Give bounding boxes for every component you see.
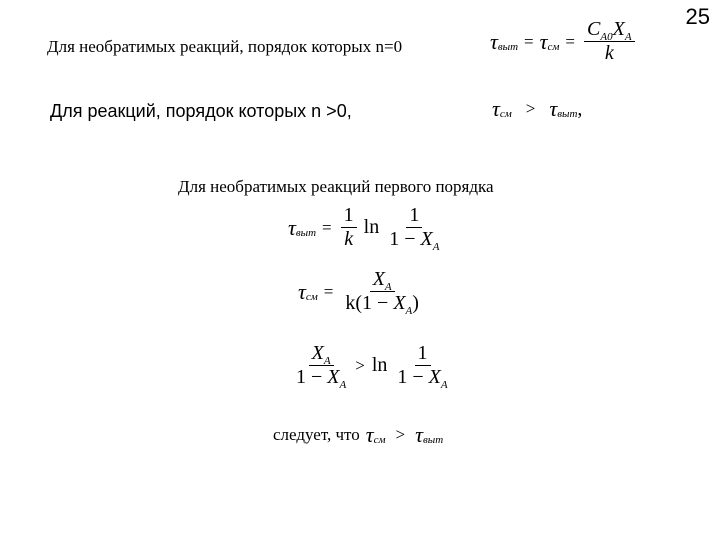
- conversion-x: X: [612, 18, 625, 40]
- subscript-sm: см: [305, 290, 318, 303]
- numerator-one: 1: [415, 342, 431, 366]
- conversion-x: X: [393, 292, 406, 314]
- numerator-one: 1: [406, 204, 422, 228]
- section-title: Для необратимых реакций первого порядка: [178, 177, 494, 196]
- subscript-sm: см: [547, 40, 560, 53]
- greater-sign: >: [395, 425, 406, 444]
- subscript-a: A: [405, 305, 413, 317]
- denominator-prefix: 1 −: [296, 366, 323, 388]
- subscript-vyt: выт: [422, 434, 444, 446]
- subscript-vyt: выт: [295, 226, 317, 239]
- conversion-x: X: [420, 228, 433, 250]
- subscript-sm: см: [499, 108, 512, 120]
- subscript-a: A: [440, 379, 448, 391]
- rate-constant-k: k: [604, 42, 614, 64]
- formula-positive-order: [492, 96, 582, 122]
- conversion-x: X: [327, 366, 340, 388]
- conc-c: C: [587, 18, 601, 40]
- statement-positive-order: Для реакций, порядок которых n >0,: [50, 101, 352, 121]
- greater-sign: >: [525, 99, 536, 118]
- subscript-a: A: [624, 31, 632, 43]
- subscript-a: A: [432, 241, 440, 253]
- slide-number: 25: [685, 4, 710, 29]
- rate-constant-k: k: [344, 228, 354, 250]
- fraction-xa-over-k-one-minus-xa: [342, 268, 422, 315]
- conclusion-text: следует, что: [273, 425, 360, 444]
- fraction-ca0xa-over-k: [584, 18, 635, 65]
- formula-inequality: [290, 342, 454, 389]
- subscript-vyt: выт: [497, 40, 519, 53]
- subscript-a: A: [384, 281, 392, 293]
- tau-symbol: τ: [288, 214, 296, 240]
- ln-operator: ln: [371, 354, 388, 376]
- equals-sign: =: [565, 31, 576, 51]
- formula-zero-order: [490, 18, 638, 65]
- subscript-a: A: [323, 355, 331, 367]
- fraction-one-over-one-minus-xa: [394, 342, 450, 389]
- tau-symbol: τ: [549, 96, 558, 121]
- conversion-x: X: [428, 366, 441, 388]
- equals-sign: =: [322, 217, 332, 237]
- numerator-one: 1: [341, 204, 357, 228]
- equals-sign: =: [524, 31, 534, 51]
- subscript-sm: см: [373, 434, 386, 446]
- formula-tau-sm-first-order: [298, 268, 425, 315]
- subscript-a0: A0: [600, 31, 613, 43]
- denominator-suffix: ): [412, 292, 419, 314]
- tau-symbol: τ: [298, 278, 306, 304]
- comma: ,: [577, 97, 583, 120]
- fraction-one-over-k: [341, 204, 357, 251]
- tau-symbol: τ: [365, 422, 374, 447]
- tau-symbol: τ: [492, 96, 500, 121]
- subscript-a: A: [339, 379, 347, 391]
- ln-operator: ln: [363, 216, 380, 238]
- tau-symbol: τ: [490, 28, 498, 54]
- subscript-vyt: выт: [557, 108, 578, 120]
- tau-symbol: τ: [539, 28, 548, 54]
- conclusion: [273, 422, 443, 448]
- conversion-x: X: [372, 268, 385, 290]
- tau-symbol: τ: [415, 422, 423, 447]
- conversion-x: X: [311, 342, 324, 364]
- formula-tau-vyt-first-order: [288, 204, 445, 251]
- denominator-prefix: k(1 −: [345, 292, 389, 314]
- equals-sign: =: [323, 281, 334, 301]
- fraction-one-over-one-minus-xa: [386, 204, 442, 251]
- denominator-prefix: 1 −: [397, 366, 424, 388]
- fraction-xa-over-one-minus-xa: [293, 342, 349, 389]
- statement-zero-order: Для необратимых реакций, порядок которых n=0: [47, 37, 403, 56]
- greater-sign: >: [355, 355, 365, 375]
- denominator-prefix: 1 −: [389, 228, 416, 250]
